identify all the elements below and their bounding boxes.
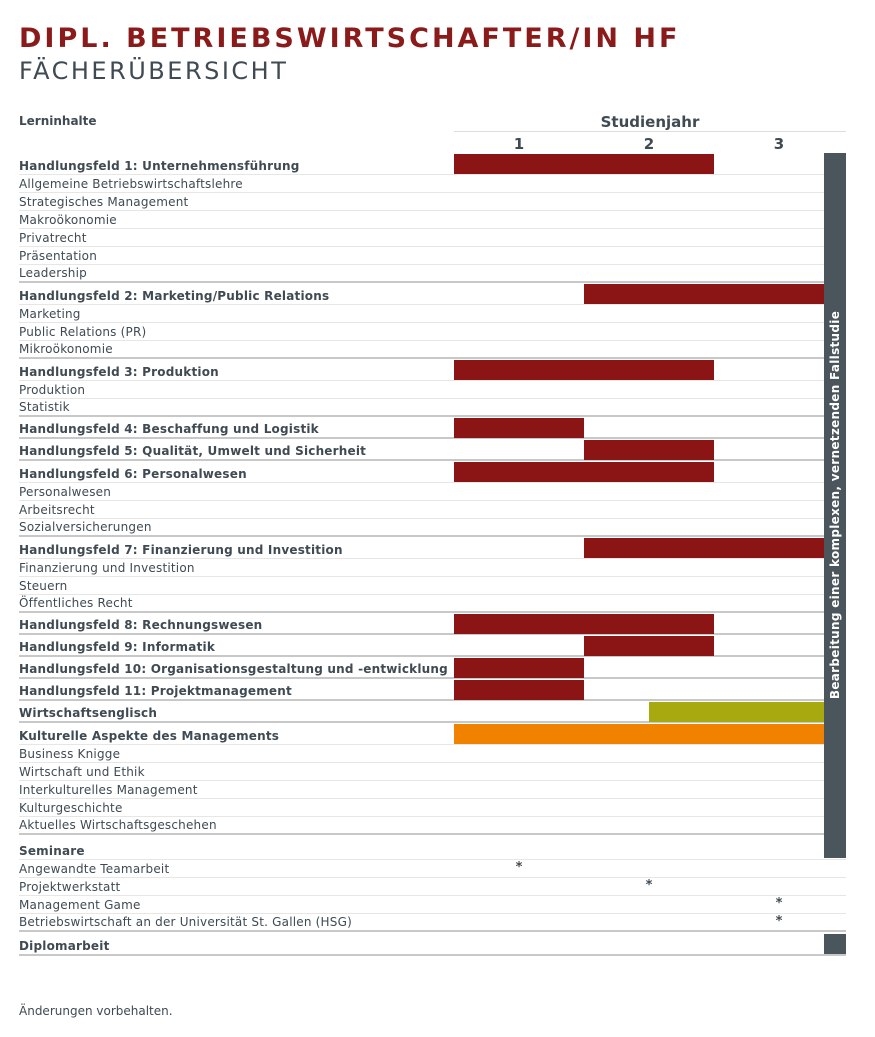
seminar-marker-icon: * [645, 878, 653, 893]
page-subtitle: FÄCHERÜBERSICHT [19, 57, 289, 85]
subject-row [19, 381, 846, 399]
year-label-3: 3 [773, 135, 785, 153]
year-header-rule [454, 131, 846, 132]
timeline-bar [454, 724, 824, 744]
subject-row [19, 781, 846, 799]
subject-row [19, 896, 846, 914]
timeline-bar [454, 154, 714, 174]
section-label: Handlungsfeld 5: Qualität, Umwelt und Sicherheit [19, 444, 367, 458]
subject-label: Betriebswirtschaft an der Universität St. Gallen (HSG) [19, 915, 352, 929]
subject-label: Sozialversicherungen [19, 520, 152, 534]
timeline-bar [454, 418, 584, 438]
subject-label: Produktion [19, 383, 86, 397]
section-row [19, 439, 846, 461]
subject-row [19, 399, 846, 417]
timeline-bar [454, 680, 584, 700]
timeline-bar [584, 440, 714, 460]
subject-label: Interkulturelles Management [19, 783, 198, 797]
seminar-marker-icon: * [775, 914, 783, 929]
footer-note: Änderungen vorbehalten. [19, 1004, 173, 1018]
section-row [19, 835, 846, 860]
subject-row [19, 519, 846, 537]
section-label: Handlungsfeld 7: Finanzierung und Investition [19, 543, 343, 557]
section-row [19, 635, 846, 657]
year-label-2: 2 [643, 135, 655, 153]
section-row [19, 417, 846, 439]
section-row [19, 461, 846, 483]
column-label-lerninhalte: Lerninhalte [19, 114, 97, 128]
subject-label: Makroökonomie [19, 213, 117, 227]
section-label: Diplomarbeit [19, 939, 110, 953]
subject-label: Business Knigge [19, 747, 121, 761]
subject-label: Mikroökonomie [19, 342, 113, 356]
subject-row [19, 501, 846, 519]
seminar-marker-icon: * [775, 896, 783, 911]
section-label: Handlungsfeld 10: Organisationsgestaltung und -entwicklung [19, 662, 448, 676]
subject-label: Public Relations (PR) [19, 325, 147, 339]
subject-row [19, 914, 846, 932]
subject-label: Leadership [19, 266, 87, 280]
section-row [19, 679, 846, 701]
subject-row [19, 323, 846, 341]
subject-label: Marketing [19, 307, 81, 321]
section-row [19, 613, 846, 635]
subject-row [19, 341, 846, 359]
section-label: Handlungsfeld 9: Informatik [19, 640, 215, 654]
section-label: Handlungsfeld 2: Marketing/Public Relations [19, 289, 330, 303]
section-label: Handlungsfeld 1: Unternehmensführung [19, 159, 300, 173]
subject-label: Arbeitsrecht [19, 503, 95, 517]
year-header: Studienjahr [600, 113, 700, 131]
subject-row [19, 799, 846, 817]
subject-label: Personalwesen [19, 485, 112, 499]
subject-label: Statistik [19, 400, 70, 414]
section-row [19, 657, 846, 679]
subject-row [19, 577, 846, 595]
diplomarbeit-marker [824, 934, 846, 954]
subject-label: Aktuelles Wirtschaftsgeschehen [19, 818, 217, 832]
subject-row [19, 175, 846, 193]
seminar-marker-icon: * [515, 860, 523, 875]
section-label: Handlungsfeld 4: Beschaffung und Logistik [19, 422, 319, 436]
subject-row [19, 595, 846, 613]
case-study-sidebar-text: Bearbeitung einer komplexen, vernetzenden Fallstudie [828, 310, 842, 700]
subject-label: Allgemeine Betriebswirtschaftslehre [19, 177, 243, 191]
subject-label: Wirtschaft und Ethik [19, 765, 145, 779]
timeline-bar [454, 658, 584, 678]
section-label: Handlungsfeld 6: Personalwesen [19, 467, 247, 481]
subject-row [19, 211, 846, 229]
timeline-bar [584, 636, 714, 656]
subject-row [19, 265, 846, 283]
subject-label: Management Game [19, 898, 141, 912]
timeline-bar [584, 284, 824, 304]
section-label: Seminare [19, 844, 85, 858]
subject-row [19, 878, 846, 896]
section-row [19, 359, 846, 381]
subject-row [19, 247, 846, 265]
subject-label: Angewandte Teamarbeit [19, 862, 170, 876]
timeline-bar [584, 538, 824, 558]
subject-label: Kulturgeschichte [19, 801, 123, 815]
timeline-bar [649, 702, 824, 722]
section-label: Handlungsfeld 3: Produktion [19, 365, 219, 379]
subject-row [19, 483, 846, 501]
subject-row [19, 817, 846, 835]
year-label-1: 1 [513, 135, 525, 153]
subject-label: Öffentliches Recht [19, 596, 133, 610]
subject-label: Projektwerkstatt [19, 880, 121, 894]
subject-label: Steuern [19, 579, 68, 593]
section-label: Kulturelle Aspekte des Managements [19, 729, 280, 743]
section-label: Wirtschaftsenglisch [19, 706, 158, 720]
subject-label: Privatrecht [19, 231, 87, 245]
subject-row [19, 305, 846, 323]
subject-row [19, 193, 846, 211]
subject-label: Präsentation [19, 249, 97, 263]
subject-row [19, 763, 846, 781]
page-title: DIPL. BETRIEBSWIRTSCHAFTER/IN HF [19, 23, 681, 54]
section-label: Handlungsfeld 11: Projektmanagement [19, 684, 292, 698]
subject-label: Finanzierung und Investition [19, 561, 195, 575]
timeline-bar [454, 462, 714, 482]
section-row [19, 932, 846, 956]
section-label: Handlungsfeld 8: Rechnungswesen [19, 618, 263, 632]
subject-row [19, 559, 846, 577]
subject-row [19, 229, 846, 247]
timeline-bar [454, 360, 714, 380]
subject-label: Strategisches Management [19, 195, 189, 209]
timeline-bar [454, 614, 714, 634]
section-row [19, 153, 846, 175]
subject-row [19, 860, 846, 878]
subject-row [19, 745, 846, 763]
